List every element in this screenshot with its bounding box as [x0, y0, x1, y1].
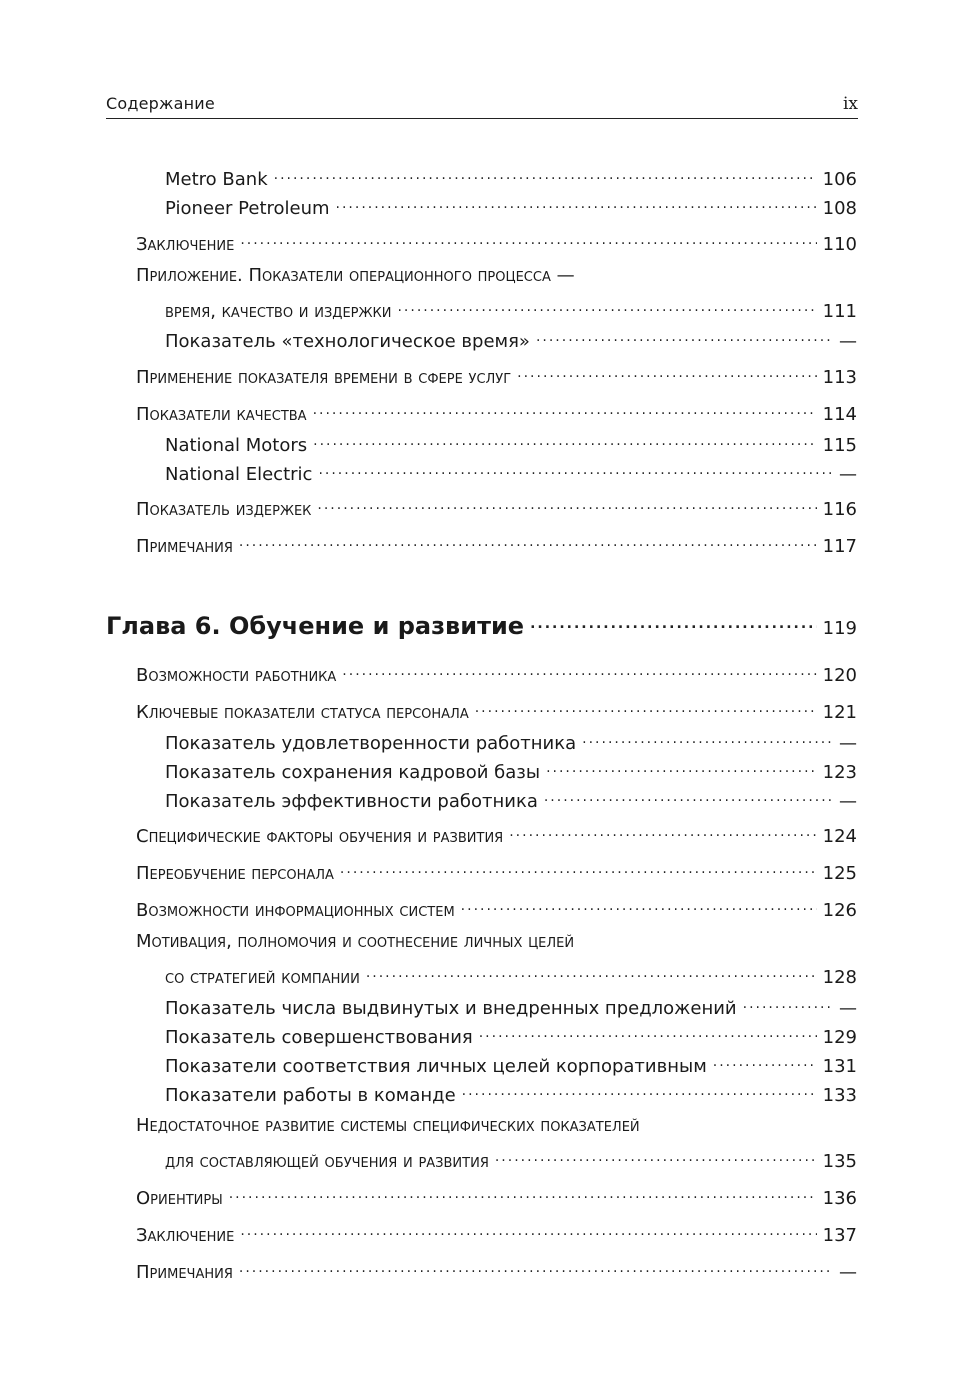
toc-entry-page: 128 — [822, 967, 857, 988]
toc-entry[interactable] — [136, 1219, 857, 1245]
dot-leader — [317, 493, 816, 515]
toc-entry[interactable] — [165, 1050, 857, 1076]
toc-entry-label: Мотивация, полномочия и соотнесение личных целей — [136, 931, 575, 952]
toc-entry-page: — — [839, 733, 857, 754]
toc-entry-page: 125 — [822, 863, 857, 884]
page-number: ix — [842, 94, 858, 114]
toc-entry-page: 115 — [822, 435, 857, 456]
toc-entry-label: Pioneer Petroleum — [165, 198, 330, 219]
toc-entry[interactable] — [136, 1256, 857, 1282]
toc-entry[interactable] — [165, 192, 857, 218]
toc-entry-label: Переобучение персонала — [136, 863, 334, 884]
toc-entry-label: Ключевые показатели статуса персонала — [136, 702, 469, 723]
dot-leader — [536, 325, 833, 347]
toc-entry-page: 106 — [822, 169, 857, 190]
toc-entry-label: Специфические факторы обучения и развития — [136, 826, 504, 847]
dot-leader — [509, 820, 816, 842]
toc-entry[interactable] — [136, 361, 857, 387]
toc-entry-page: 110 — [822, 234, 857, 255]
dot-leader — [239, 530, 817, 552]
toc-entry-label: Показатели работы в команде — [165, 1085, 456, 1106]
running-header-title: Содержание — [106, 94, 215, 113]
toc-entry-page: 113 — [822, 367, 857, 388]
toc-entry-page: 108 — [822, 198, 857, 219]
dot-leader — [495, 1145, 817, 1167]
toc-entry[interactable] — [136, 265, 857, 291]
dot-leader — [462, 1079, 817, 1101]
toc-entry[interactable] — [165, 756, 857, 782]
toc-entry[interactable] — [136, 530, 857, 556]
toc-entry-page: 117 — [822, 536, 857, 557]
toc-chapter[interactable] — [106, 612, 857, 646]
toc-entry[interactable] — [136, 659, 857, 685]
toc-entry-page: — — [839, 464, 857, 485]
toc-entry[interactable] — [136, 894, 857, 920]
toc-entry[interactable] — [136, 1182, 857, 1208]
toc-entry-label: Показатель совершенствования — [165, 1027, 473, 1048]
dot-leader — [546, 756, 817, 778]
toc-entry-label: со стратегией компании — [165, 967, 360, 988]
toc-entry[interactable] — [165, 1079, 857, 1105]
toc-entry-page: — — [839, 998, 857, 1019]
toc-entry[interactable] — [136, 696, 857, 722]
toc-entry[interactable] — [136, 857, 857, 883]
toc-entry-label: National Electric — [165, 464, 313, 485]
dot-leader — [240, 228, 816, 250]
dot-leader — [397, 295, 816, 317]
toc-entry[interactable] — [136, 1115, 857, 1141]
toc-entry[interactable] — [165, 961, 857, 987]
toc-entry[interactable] — [165, 458, 857, 484]
toc-entry-label: Возможности работника — [136, 665, 337, 686]
toc-entry-label: Metro Bank — [165, 169, 268, 190]
toc-entry-page: — — [839, 1262, 857, 1283]
toc-entry-label: для составляющей обучения и развития — [165, 1151, 489, 1172]
toc-entry[interactable] — [165, 1021, 857, 1047]
toc-entry-page: 129 — [822, 1027, 857, 1048]
toc-entry-label: Показатель числа выдвинутых и внедренных предложений — [165, 998, 737, 1019]
dot-leader — [318, 458, 833, 480]
toc-entry-page: 123 — [822, 762, 857, 783]
dot-leader — [544, 785, 833, 807]
dot-leader — [475, 696, 817, 718]
toc-entry[interactable] — [165, 992, 857, 1018]
dot-leader — [479, 1021, 817, 1043]
toc-entry-label: время, качество и издержки — [165, 301, 392, 322]
dot-leader — [461, 894, 817, 916]
chapter-title: Глава 6. Обучение и развитие — [106, 612, 525, 640]
toc-entry-page: — — [839, 331, 857, 352]
dot-leader — [530, 612, 817, 634]
toc-entry-label: Заключение — [136, 234, 235, 255]
toc-entry-label: Показатель удовлетворенности работника — [165, 733, 577, 754]
toc-entry[interactable] — [165, 163, 857, 189]
toc-entry[interactable] — [136, 398, 857, 424]
toc-entry[interactable] — [165, 429, 857, 455]
dot-leader — [517, 361, 816, 383]
dot-leader — [713, 1050, 817, 1072]
toc-entry-page: 136 — [822, 1188, 857, 1209]
dot-leader — [313, 398, 817, 420]
toc-entry-label: Показатель «технологическое время» — [165, 331, 530, 352]
dot-leader — [743, 992, 833, 1014]
toc-entry[interactable] — [136, 931, 857, 957]
dot-leader — [240, 1219, 816, 1241]
toc-entry-page: 124 — [822, 826, 857, 847]
toc-entry-label: Показатели соответствия личных целей корпоративным — [165, 1056, 707, 1077]
toc-entry[interactable] — [136, 493, 857, 519]
dot-leader — [342, 659, 816, 681]
toc-entry-label: Примечания — [136, 1262, 233, 1283]
toc-entry[interactable] — [136, 820, 857, 846]
toc-entry-page: 114 — [822, 404, 857, 425]
toc-entry-page: 137 — [822, 1225, 857, 1246]
toc-entry-page: 133 — [822, 1085, 857, 1106]
toc-entry-page: 119 — [822, 618, 857, 639]
toc-entry[interactable] — [165, 295, 857, 321]
dot-leader — [229, 1182, 817, 1204]
toc-entry-label: Показатель эффективности работника — [165, 791, 538, 812]
toc-entry-label: Показатель сохранения кадровой базы — [165, 762, 541, 783]
toc-entry-label: Показатель издержек — [136, 499, 312, 520]
toc-entry-label: Примечания — [136, 536, 233, 557]
toc-entry-page: 131 — [822, 1056, 857, 1077]
dot-leader — [340, 857, 817, 879]
toc-entry-page: 135 — [822, 1151, 857, 1172]
dot-leader — [366, 961, 817, 983]
toc-entry-page: 126 — [822, 900, 857, 921]
dot-leader — [239, 1256, 833, 1278]
toc-entry-label: Недостаточное развитие системы специфических показателей — [136, 1115, 640, 1136]
dot-leader — [582, 727, 833, 749]
toc-entry[interactable] — [165, 727, 857, 753]
toc-entry-label: Показатели качества — [136, 404, 307, 425]
toc-entry-label: Ориентиры — [136, 1188, 223, 1209]
toc-entry-page: 120 — [822, 665, 857, 686]
toc-entry-page: — — [839, 791, 857, 812]
toc-entry-page: 121 — [822, 702, 857, 723]
toc-entry-page: 116 — [822, 499, 857, 520]
running-header — [106, 94, 858, 119]
toc-entry-label: Возможности информационных систем — [136, 900, 455, 921]
dot-leader — [313, 429, 817, 451]
toc-entry-label: National Motors — [165, 435, 308, 456]
toc-entry-label: Заключение — [136, 1225, 235, 1246]
toc-entry[interactable] — [136, 228, 857, 254]
dot-leader — [336, 192, 817, 214]
toc-entry[interactable] — [165, 325, 857, 351]
toc-entry-label: Приложение. Показатели операционного процесса — — [136, 265, 575, 286]
dot-leader — [274, 163, 817, 185]
toc-entry-label: Применение показателя времени в сфере услуг — [136, 367, 512, 388]
toc-entry[interactable] — [165, 1145, 857, 1171]
toc-entry[interactable] — [165, 785, 857, 811]
toc-entry-page: 111 — [822, 301, 857, 322]
